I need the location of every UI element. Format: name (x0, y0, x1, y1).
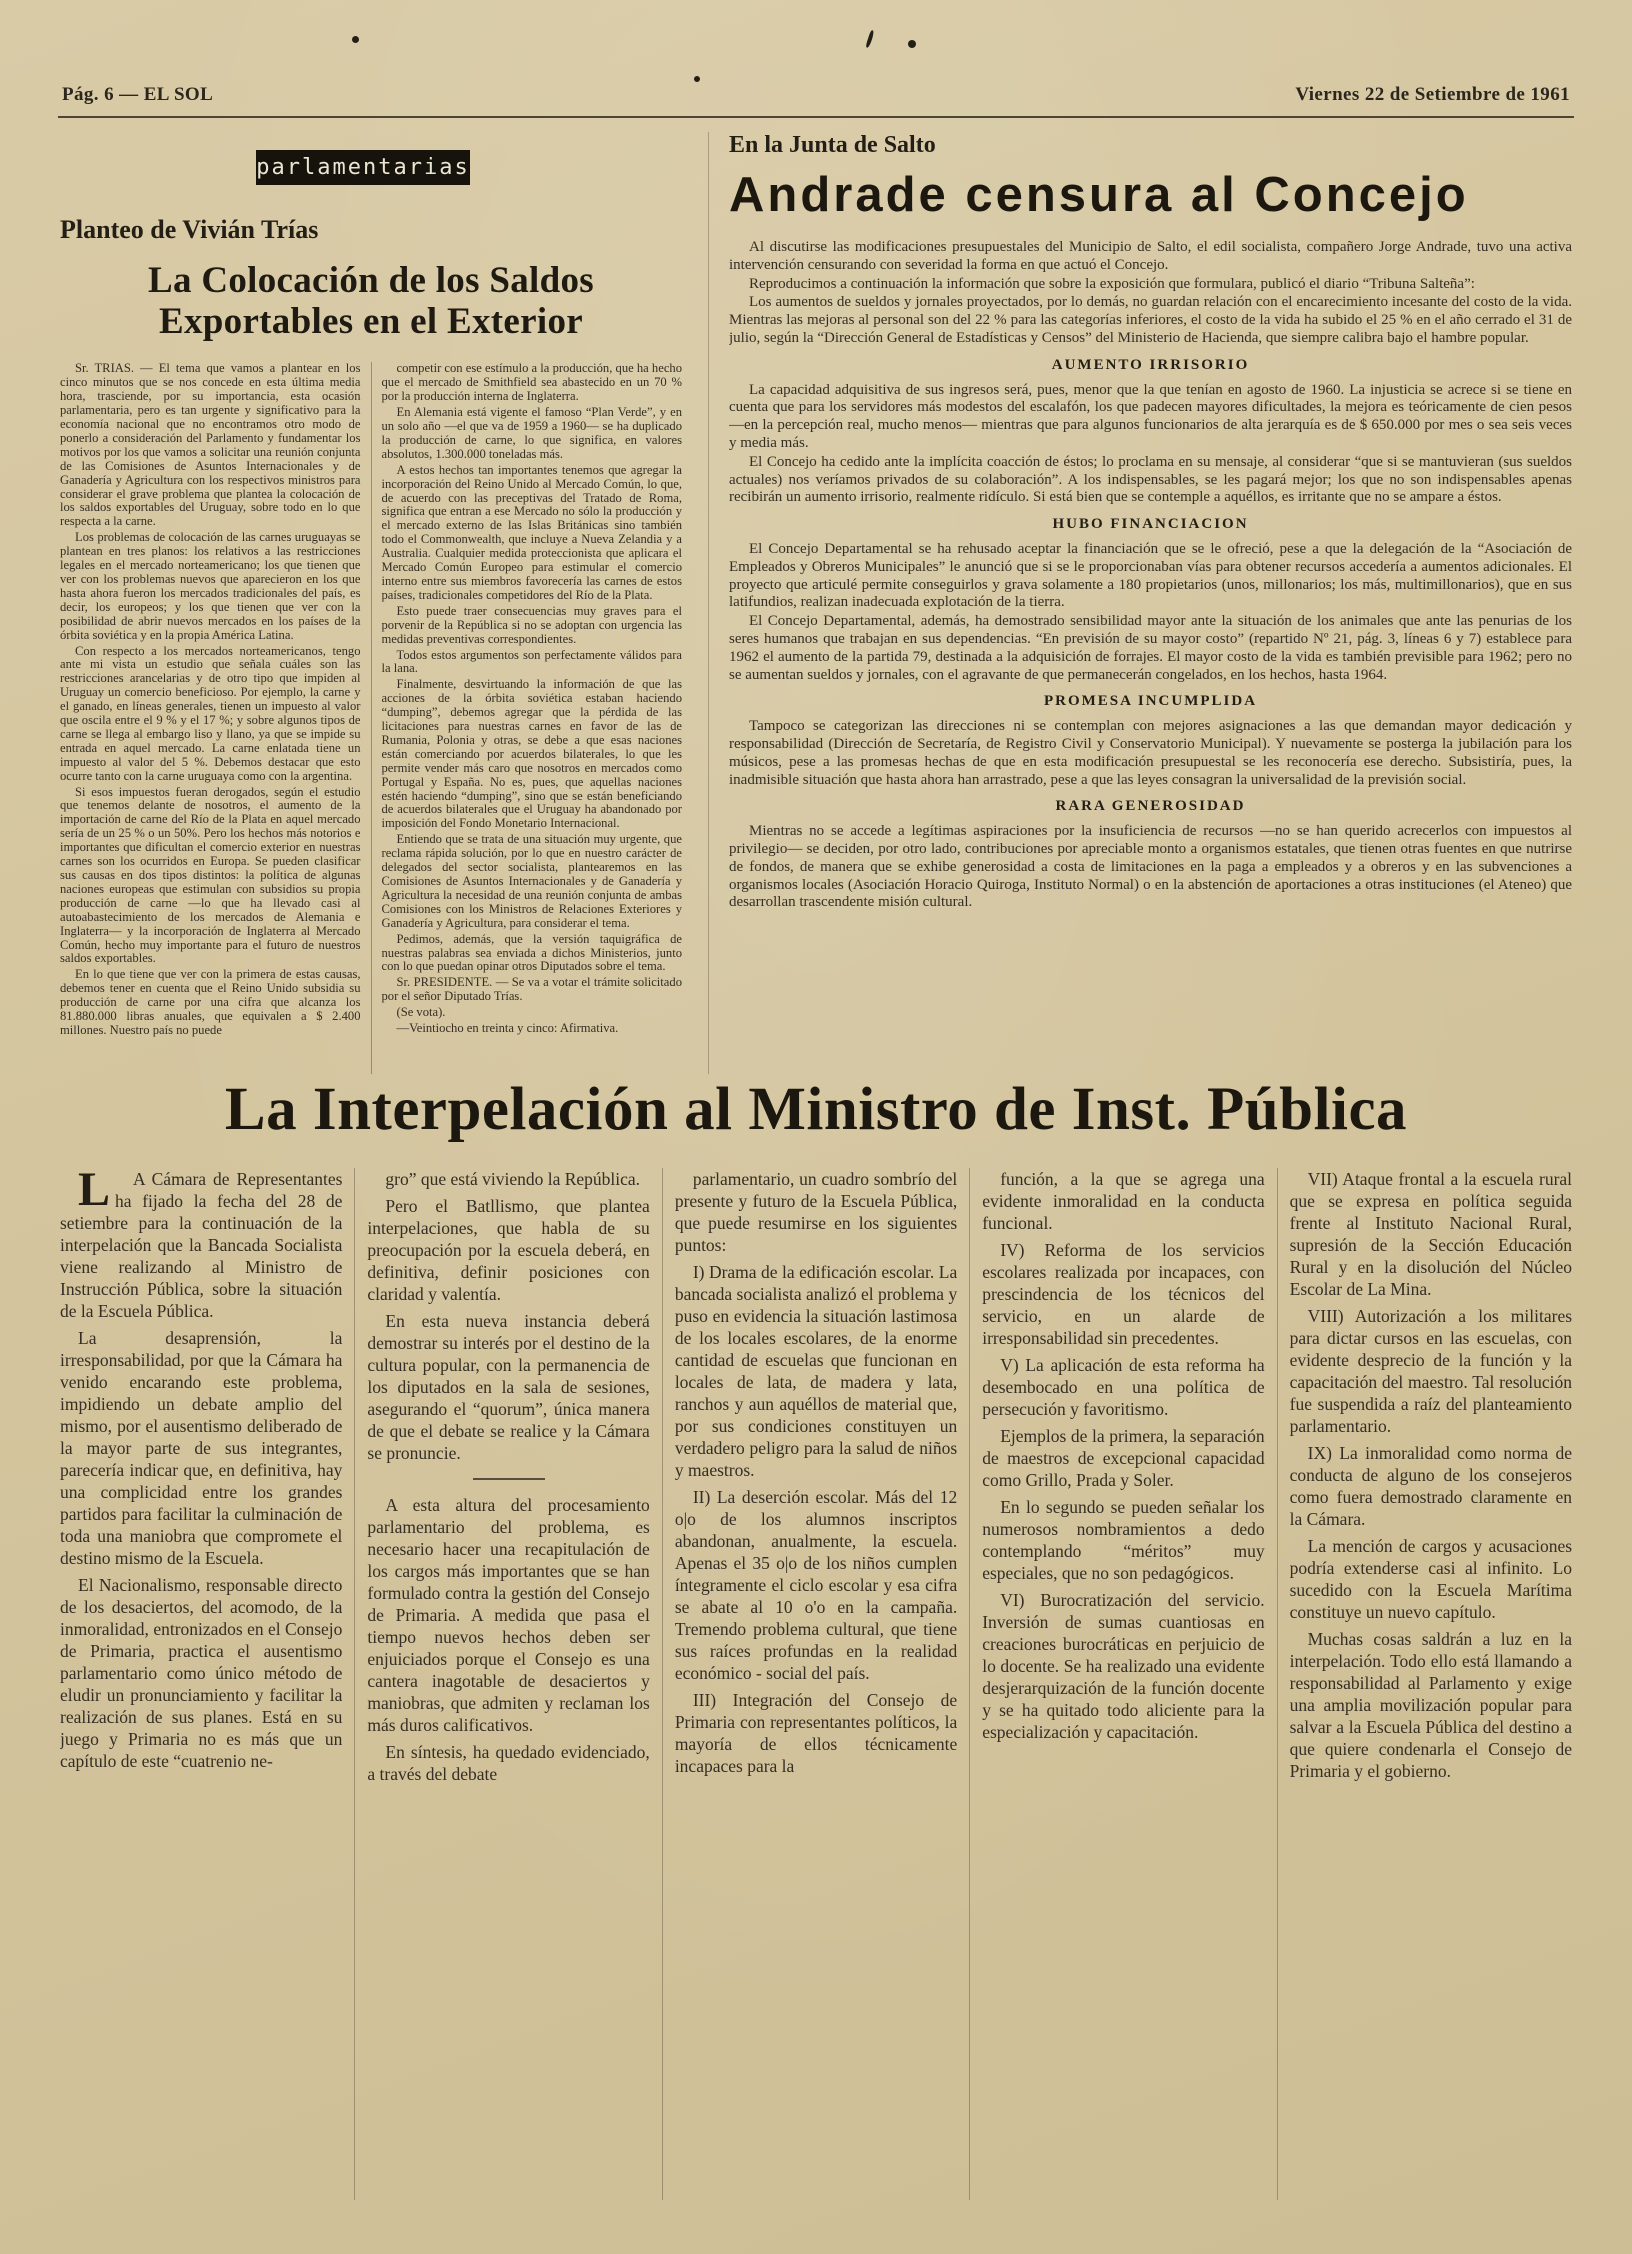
body-column-2 (371, 362, 683, 1074)
body-paragraph: LA Cámara de Representantes ha fijado la fecha del 28 de setiembre para la continuación de la interpelación que la Bancada Socialista viene realizando al Ministro de Instrucción Pública, sobre la situación de la Escuela Pública. (60, 1168, 343, 1322)
body-paragraph: A estos hechos tan importantes tenemos que agregar la incorporación del Reino Unido al Mercado Común, lo que, de acuerdo con las preceptivas del Tratado de Roma, significa que entran a ese Mercado no sólo la producción y el mercado externo de las Islas Británicas sino también todo el Commonwealth, que incluye a Nueva Zelandia y a Australia. Cualquier medida proteccionista que aplicara el Mercado Común Europeo para estimular el comercio interno entre sus miembros favorecería las carnes de estos países, tradicionales competidores del Río de la Plata. (381, 462, 682, 602)
body-paragraph: Sr. PRESIDENTE. — Se va a votar el trámite solicitado por el señor Diputado Trías. (381, 975, 682, 1004)
body-paragraph: Reproducimos a continuación la información que sobre la exposición que formulara, publicó el diario “Tribuna Salteña”: (749, 275, 1475, 292)
section-subheading: AUMENTO IRRISORIO (1051, 356, 1250, 373)
masthead-rule (58, 116, 1574, 118)
body-paragraph: El Concejo Departamental se ha rehusado aceptar la financiación que se le ofreció, pese a que la delegación de la “Asociación de Empleados y Obreros Municipales” le anunció que si se le proporcionaban vías para obtener recursos accedería a aumentos adicionales. El proyecto que articulé permite conseguirlos y grava solamente a 180 propietarios (unos, millonarios; los más, multimillonarios), que en sus latifundios, realizan inadecuada explotación de la tierra. (729, 540, 1572, 611)
article-body (729, 239, 1572, 913)
body-paragraph: Finalmente, desvirtuando la información de que las acciones de la órbita soviética estaban haciendo “dumping”, debemos agregar que la pérdida de las licitaciones para nuestras carnes en favor de las de Rumania, Polonia y otras, se debe a que esas naciones están comerciando por acuerdos bilaterales, lo que les permite vender más caro que nosotros en mercados como Portugal y España. No es, pues, que aquellas naciones estén haciendo “dumping”, sino que se están beneficiando de acuerdos bilaterales que el Uruguay ha abandonado por imposición del Fondo Monetario Internacional. (381, 677, 682, 831)
body-column-1 (60, 362, 371, 1074)
body-paragraph: Sr. TRIAS. — El tema que vamos a plantear en los cinco minutos que se nos concede en esta última media hora, trasciende, por su importancia, esta ocasión parlamentaria, pero es tan urgente y significativo para la economía nacional que no encontramos otro modo de ponerlo a consideración del Parlamento y fundamentar los motivos por los que vamos a solicitar una reunión conjunta de las Comisiones de Asuntos Internacionales y de Ganadería y Agricultura con los respectivos ministros para considerar el grave problema que plantea la colocación de los saldos exportables del Uruguay, sobre todo en lo que respecta a la carne. (60, 362, 361, 529)
section-tag-label: parlamentarias (256, 155, 470, 180)
scan-mark (865, 30, 874, 48)
body-paragraph: función, a la que se agrega una evidente inmoralidad en la conducta funcional. (982, 1169, 1265, 1234)
scan-mark (352, 36, 359, 43)
body-paragraph: Entiendo que se trata de una situación muy urgente, que reclama rápida solución, por lo que en nuestro carácter de delegados del sector socialista, plantearemos en las Comisiones de Asuntos Internacionales y de Ganadería y Agricultura la necesidad de una reunión conjunta de ambas Comisiones con los Ministros de Relaciones Exteriores y Ganadería y Agricultura, para considerar el tema. (381, 832, 682, 930)
body-paragraph: Muchas cosas saldrán a luz en la interpelación. Todo ello está llamando a responsabilidad al Parlamento y exige una amplia movilización popular para salvar a la Escuela Pública del destino a que quiere condenarla el Consejo de Primaria y el gobierno. (1289, 1629, 1572, 1782)
section-subheading: HUBO FINANCIACION (1052, 516, 1249, 533)
body-paragraph: I) Drama de la edificación escolar. La bancada socialista analizó el problema y puso en evidencia la situación lastimosa de los locales escolares, de la enorme cantidad de escuelas que funcionan en locales de lata, de madera y lata, ranchos y aun aquéllos de material que, por sus condiciones constituyen un verdadero peligro para la salud de niños y maestros. (674, 1262, 958, 1481)
page-number-label: Pág. 6 — EL SOL (62, 84, 214, 105)
body-column-5 (1277, 1168, 1572, 2200)
body-paragraph: El Concejo Departamental, además, ha demostrado sensibilidad mayor ante la situación de los animales que ante las penurias de los seres humanos que trabajan en sus dependencias. “En previsión de su mayor costo” (repartido Nº 21, pág. 3, líneas 6 y 7) establece para 1962 el aumento de la partida 79, destinada a la adquisición de forrajes. El mayor costo de la vida es también previsible para 1962; pero no se aumentan sueldos y jornales, con el agravante de que permanecerán congelados, en los hechos, hasta 1964. (729, 613, 1572, 683)
body-paragraph: competir con ese estímulo a la producción, que ha hecho que el mercado de Smithfield sea abastecido en un 70 % por la producción interna de Inglaterra. (381, 362, 682, 404)
body-paragraph: Los aumentos de sueldos y jornales proyectados, por lo demás, no guardan relación con el encarecimiento incesante del costo de la vida. Mientras las mejoras al personal son del 22 % para las categorías inferiores, el costo de la vida ha subido el 25 % en el año cerrado el 31 de julio, según la “Dirección General de Estadísticas y Censos” del Ministerio de Hacienda, que siempre calibra bajo el hambre popular. (729, 294, 1572, 346)
body-paragraph: Con respecto a los mercados norteamericanos, tengo ante mi vista un estudio que señala cuáles son las restricciones arancelarias y de otro tipo que impiden al Uruguay un comercio beneficioso. Por ejemplo, la carne y el ganado, en líneas generales, tienen un impuesto al valor que oscila entre el 9 % y el 17 %; y sobre algunos tipos de carne se llega al embargo liso y llano, ya que se impide su entrada en aquel mercado. La carne enlatada tiene un impuesto al valor del 5 %. Debemos destacar que esto ocurre tanto con la carne uruguaya como con la argentina. (60, 643, 361, 783)
article-headline: Andrade censura al Concejo (729, 168, 1469, 222)
body-paragraph: La mención de cargos y acusaciones podría extenderse casi al infinito. Lo sucedido con la Escuela Marítima constituye un nuevo capítulo. (1289, 1536, 1572, 1623)
section-tag-parlamentarias (256, 150, 470, 185)
body-column-1 (60, 1168, 354, 2200)
body-paragraph: Todos estos argumentos son perfectamente válidos para la lana. (381, 647, 682, 676)
article-kicker: Planteo de Vivián Trías (60, 215, 319, 244)
body-paragraph: (Se vota). (396, 1005, 446, 1020)
masthead (62, 84, 1570, 106)
article-andrade-concejo (708, 132, 1572, 1074)
body-paragraph: Ejemplos de la primera, la separación de maestros de excepcional capacidad como Grillo, Prada y Soler. (982, 1426, 1265, 1491)
article-kicker: En la Junta de Salto (729, 132, 936, 158)
body-paragraph: Esto puede traer consecuencias muy graves para el porvenir de la República si no se adoptan con urgencia las medidas preventivas correspondientes. (381, 603, 682, 646)
body-paragraph: Si esos impuestos fueran derogados, según el estudio que tenemos delante de nosotros, el aumento de la importación de carne del Río de la Plata en aquel mercado sería de un 25 % o un 50%. Pero los hechos más notorios e importantes que dificultan el comercio exterior en nuestras carnes son los ocurridos en Europa. Se pueden clasificar sus causas en dos tipos distintos: la política de algunas naciones europeas que estimulan con subsidios su propia producción de carne —lo que ha llevado casi al autoabastecimiento de los mercados de Alemania e Inglaterra— y la incorporación de Inglaterra al Mercado Común, hecho muy importante para el futuro de nuestros saldos exportables. (60, 784, 361, 966)
body-paragraph: La capacidad adquisitiva de sus ingresos será, pues, menor que la que tenían en agosto de 1960. La injusticia se acrece si se tiene en cuenta que para los servidores más modestos del escalafón, los que padecen mayores dificultades, la mejora es teóricamente de cien pesos —en la percepción real, mucho menos— mientras que para algunos funcionarios de alta jerarquía es de $ 650.000 por mes o sea seis veces y media más. (729, 381, 1572, 451)
body-paragraph: —Veintiocho en treinta y cinco: Afirmativa. (396, 1021, 619, 1036)
article-body (60, 1168, 1572, 2200)
body-column-4 (969, 1168, 1276, 2200)
body-paragraph: A esta altura del procesamiento parlamentario del problema, es necesario hacer una recapitulación de los cargos más importantes que se han formulado contra la gestión del Consejo de Primaria. A medida que pasa el tiempo nuevos hechos deben ser enjuiciados porque el Consejo es una cantera inagotable de desaciertos y maniobras, que admiten y reclaman los más duros calificativos. (367, 1495, 650, 1736)
body-paragraph: Al discutirse las modificaciones presupuestales del Municipio de Salto, el edil socialista, compañero Jorge Andrade, tuvo una activa intervención censurando con severidad la forma en que actuó el Concejo. (729, 239, 1572, 273)
section-subheading: PROMESA INCUMPLIDA (1043, 693, 1258, 710)
body-paragraph: gro” que está viviendo la República. (385, 1169, 641, 1190)
body-paragraph: La desaprensión, la irresponsabilidad, por que la Cámara ha venido encarando este problema, impidiendo un debate amplio del mismo, por el ausentismo deliberado de la mayor parte de sus integrantes, parecería indicar que, en definitiva, hay una complicidad entre los grandes partidos para facilitar la culminación de toda una maniobra que compromete el destino mismo de la Escuela. (60, 1328, 343, 1569)
body-paragraph: VII) Ataque frontal a la escuela rural que se expresa en política seguida frente al Instituto Nacional Rural, supresión de la Sección Educación Rural y en la disolución del Núcleo Escolar de La Mina. (1289, 1169, 1572, 1300)
body-paragraph: VI) Burocratización del servicio. Inversión de sumas cuantiosas en creaciones burocráticas en perjuicio de lo docente. Se ha realizado una evidente desjerarquización de la función docente y se ha quitado todo aliciente para la especialización y capacitación. (982, 1590, 1265, 1743)
article-headline: La Colocación de los Saldos Exportables en el Exterior (148, 260, 594, 342)
article-body (60, 362, 682, 1074)
body-paragraph: El Nacionalismo, responsable directo de los desaciertos, del acomodo, de la inmoralidad, entronizados en el Consejo de Primaria, practica el ausentismo parlamentario como único método de eludir un pronunciamiento y facilitar la realización de sus planes. Está en su juego y Primaria no es más que un capítulo de este “cuatrenio ne- (60, 1575, 343, 1772)
body-paragraph: III) Integración del Consejo de Primaria con representantes políticos, la mayoría de ellos técnicamente incapaces para la (674, 1690, 958, 1777)
body-column-3 (662, 1168, 969, 2200)
body-paragraph: parlamentario, un cuadro sombrío del presente y futuro de la Escuela Pública, que puede resumirse en los siguientes puntos: (674, 1169, 958, 1256)
body-paragraph: En esta nueva instancia deberá demostrar su interés por el destino de la cultura popular, con la permanencia de los diputados en la sala de sesiones, asegurando el “quorum”, única manera de que el debate se realice y la Cámara se pronuncie. (367, 1311, 650, 1464)
body-paragraph: En síntesis, ha quedado evidenciado, a través del debate (367, 1742, 650, 1785)
scan-mark (908, 40, 916, 48)
body-paragraph: Los problemas de colocación de las carnes uruguayas se plantean en tres planos: los relativos a las restricciones legales en el mercado norteamericano; los que tienen que ver con los problemas nuevos que aparecieron en los que hasta ahora fueron los mercados tradicionales del país, es decir, los europeos; y los que tienen que ver con la posibilidad de abrir nuevos mercados en los países de la órbita soviética y en la propia América Latina. (60, 530, 361, 642)
article-interpelacion-ministro (60, 1078, 1572, 2220)
body-paragraph: Pedimos, además, que la versión taquigráfica de nuestras palabras sea enviada a dichos Ministerios, junto con lo que puedan opinar otros Diputados sobre el tema. (381, 931, 682, 974)
body-paragraph: IX) La inmoralidad como norma de conducta de alguno de los consejeros como fuera demostrado claramente en la Cámara. (1289, 1443, 1572, 1530)
article-headline: La Interpelación al Ministro de Inst. Pública (224, 1078, 1408, 1143)
issue-date: Viernes 22 de Setiembre de 1961 (1295, 84, 1570, 105)
body-paragraph: En Alemania está vigente el famoso “Plan Verde”, y en un solo año —el que va de 1959 a 1960— se ha duplicado la producción de carne, lo que significa, en valores absolutos, 1.300.000 toneladas más. (381, 405, 682, 461)
body-paragraph: V) La aplicación de esta reforma ha desembocado en una política de persecución y favoritismo. (982, 1355, 1265, 1420)
body-paragraph: II) La deserción escolar. Más del 12 o|o de los alumnos inscriptos abandonan, anualmente, la escuela. Apenas el 35 o|o de los niños cumplen íntegramente el ciclo escolar y esa cifra se abate al 10 o'o en la campaña. Tremendo problema cultural, que tiene sus raíces profundas en la realidad económico - social del país. (674, 1487, 958, 1684)
body-paragraph: Mientras no se accede a legítimas aspiraciones por la insuficiencia de recursos —no se han querido acrecerlos con impuestos al privilegio— se deciden, por otro lado, contribuciones por apreciable monto a organismos estatales, que tienen otras fuentes en que nutrirse de fondos, de manera que se exhibe generosidad a costa de limitaciones en la paga a empleados y a obreros y en las subvenciones a organismos locales (Asociación Horacio Quiroga, Instituto Normal) o en la abstención de aportaciones a otras instituciones (el Ateneo) que desarrollan trascendente misión cultural. (729, 823, 1572, 911)
top-articles (60, 132, 1572, 1074)
body-paragraph: El Concejo ha cedido ante la implícita coacción de éstos; lo proclama en su mensaje, al considerar “que si se mantuvieran (sus sueldos actuales) nos veríamos privados de su colaboración”. A los indispensables, se les pagará mejor; los que no son indispensables apenas recibirán un aumento irrisorio, realmente ridículo. Si está bien que se contemple a aquéllos, es irritante que no se ampare a éstos. (729, 453, 1572, 506)
body-column-2 (354, 1168, 661, 2200)
body-paragraph: En lo segundo se pueden señalar los numerosos nombramientos a dedo contemplando “méritos” muy especiales, que no son pedagógicos. (982, 1497, 1265, 1584)
body-paragraph: Pero el Batllismo, que plantea interpelaciones, que habla de su preocupación por la escuela deberá, en definitiva, definir posiciones con claridad y valentía. (367, 1196, 650, 1305)
body-paragraph: IV) Reforma de los servicios escolares realizada por incapaces, con prescindencia de los técnicos del servicio, en un alarde de irresponsabilidad sin precedentes. (982, 1240, 1265, 1349)
body-paragraph: En lo que tiene que ver con la primera de estas causas, debemos tener en cuenta que el Reino Unido subsidia su producción de carne por una cifra que alcanza los 81.880.000 libras anuales, que equivalen a $ 2.400 millones. Nuestro país no puede (60, 967, 361, 1037)
section-subheading: RARA GENEROSIDAD (1055, 798, 1246, 815)
body-paragraph: Tampoco se categorizan las direcciones ni se contemplan con mejores asignaciones a las que demandan mayor dedicación y responsabilidad (Dirección de Secretaría, de Registro Civil y Conservatorio Municipal). Y nuevamente se posterga la jubilación para los músicos, pese a las promesas hechas de que en esta modificación presupuestal se les reconocería ese derecho. Subsistiría, pues, la inadmisible situación que hasta ahora han arrastrado, pese a que las leyes consagran la universalidad de la previsión social. (729, 718, 1572, 788)
article-saldos-exportables (60, 132, 682, 1074)
body-paragraph: VIII) Autorización a los militares para dictar cursos en las escuelas, con evidente desprecio de la función y la capacitación del maestro. Tal resolución fue suspendida a raíz del planteamiento parlamentario. (1289, 1306, 1572, 1437)
paragraph-divider (473, 1478, 545, 1480)
scan-mark (694, 76, 700, 82)
